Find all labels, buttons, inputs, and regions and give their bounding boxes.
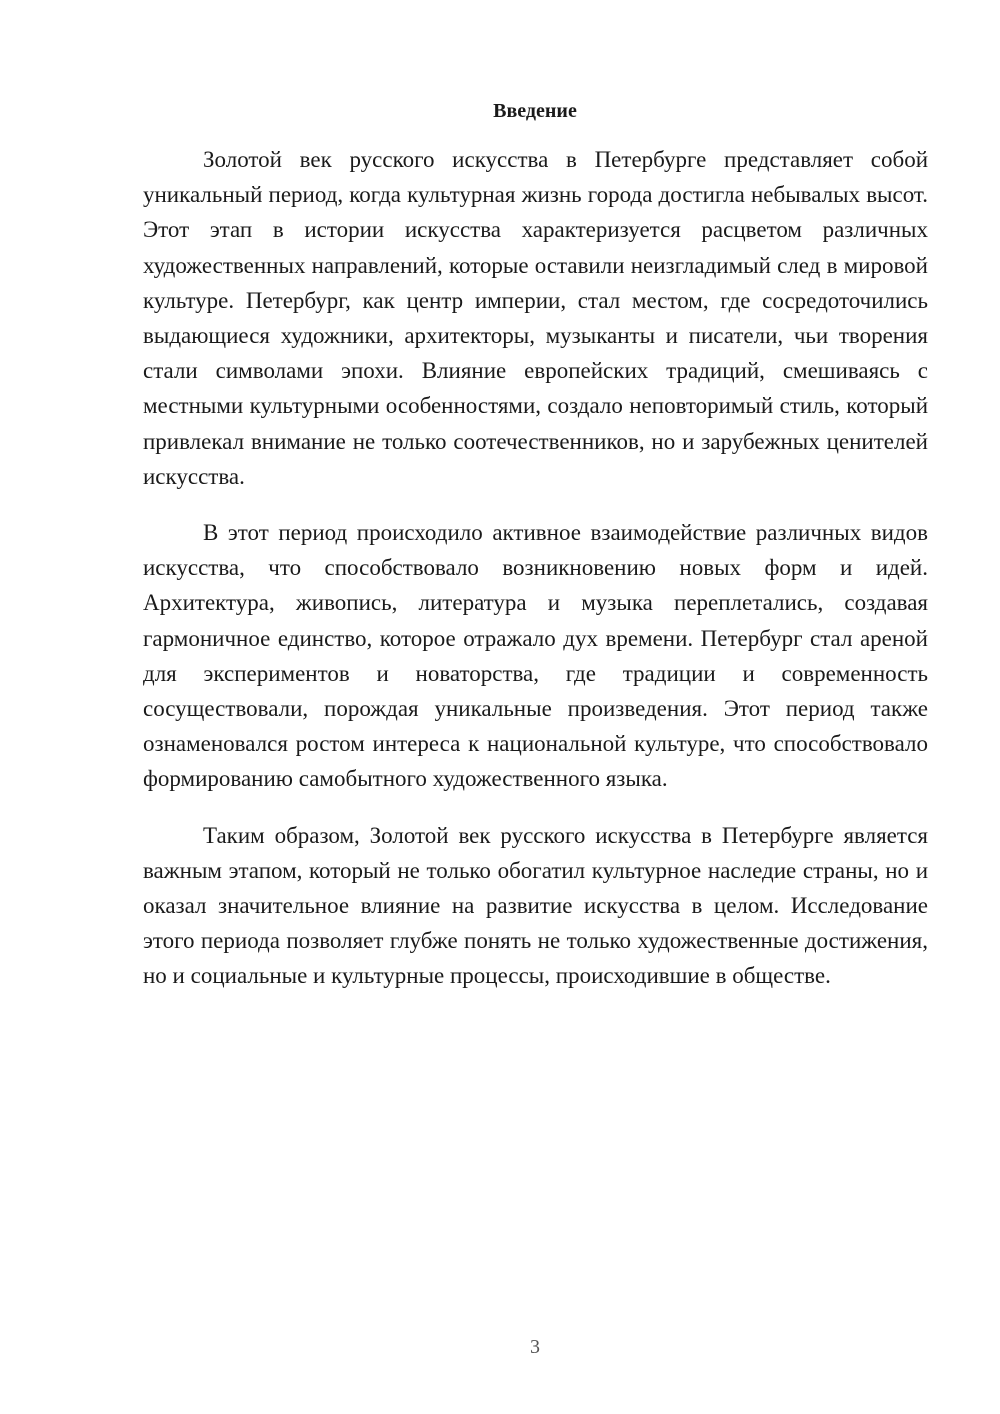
paragraph-2: В этот период происходило активное взаимодействие различных видов искусства, что способствовало возникновению новых форм и идей. Архитектура, живопись, литература и музыка переплетались, создавая гармоничное единство, которое отражало дух времени. Петербург стал ареной для экспериментов и новаторства, где традиции и современность сосуществовали, порождая уникальные произведения. Этот период также ознаменовался ростом интереса к национальной культуре, что способствовало формированию самобытного художественного языка. [143, 520, 928, 792]
section-heading: Введение [493, 100, 577, 122]
document-body [143, 142, 928, 994]
page-number: 3 [530, 1336, 540, 1358]
paragraph-3: Таким образом, Золотой век русского искусства в Петербурге является важным этапом, который не только обогатил культурное наследие страны, но и оказал значительное влияние на развитие искусства в целом. Исследование этого периода позволяет глубже понять не только художественные достижения, но и социальные и культурные процессы, происходившие в обществе. [143, 822, 928, 989]
paragraph-1: Золотой век русского искусства в Петербурге представляет собой уникальный период, когда культурная жизнь города достигла небывалых высот. Этот этап в истории искусства характеризуется расцветом различных художественных направлений, которые оставили неизгладимый след в мировой культуре. Петербург, как центр империи, стал местом, где сосредоточились выдающиеся художники, архитекторы, музыканты и писатели, чьи творения стали символами эпохи. Влияние европейских традиций, смешиваясь с местными культурными особенностями, создало неповторимый стиль, который привлекал внимание не только соотечественников, но и зарубежных ценителей искусства. [143, 147, 928, 489]
